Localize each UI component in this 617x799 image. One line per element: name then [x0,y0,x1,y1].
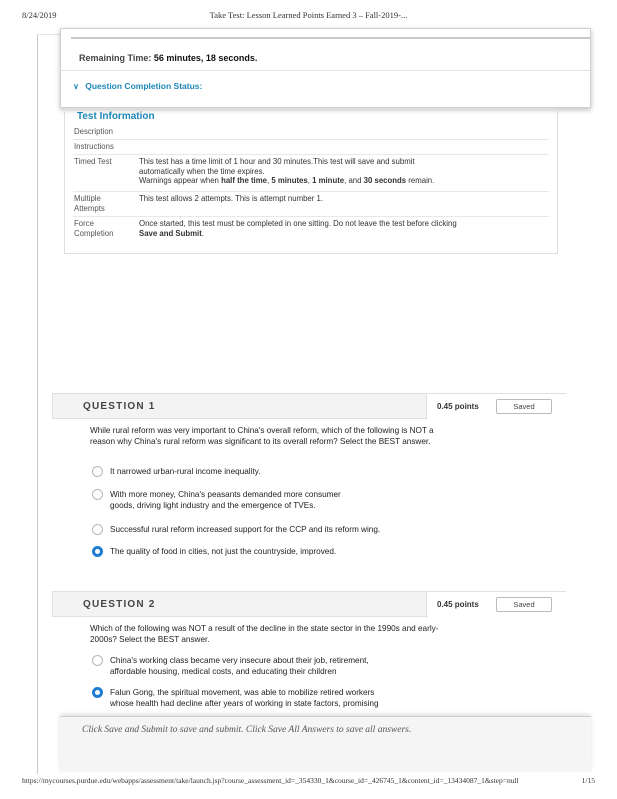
question-points: 0.45 points [437,600,479,609]
test-information-title: Test Information [77,111,155,122]
info-label [74,219,134,238]
question-title: QUESTION 1 [83,401,156,412]
radio-button-selected[interactable] [92,546,103,557]
print-footer [22,776,595,788]
remaining-time-label: Remaining Time: [79,53,152,63]
answer-option[interactable] [92,655,532,679]
print-title: Take Test: Lesson Learned Points Earned 3 – Fall-2019-... [209,10,408,20]
print-header [22,10,595,24]
saved-button[interactable]: Saved [496,399,552,414]
submit-instructions: Click Save and Submit to save and submit. Click Save All Answers to save all answers. [82,725,412,735]
warning-tail: remain. [406,176,435,185]
remaining-time-value: 56 minutes, 18 seconds. [153,53,258,63]
answer-option-line1: With more money, China's peasants demanded more consumer [110,490,341,499]
info-row-timed-test [73,155,549,192]
timer-panel [60,28,591,108]
info-label-line1: Force [74,219,94,228]
warning-sep: , [307,176,313,185]
answer-option[interactable] [92,524,532,536]
info-label [74,194,134,213]
question-header [52,591,566,617]
radio-button-selected[interactable] [92,687,103,698]
answer-option-line1: China's working class became very insecure about their job, retirement, [110,656,369,665]
radio-button[interactable] [92,489,103,500]
timed-test-line1: This test has a time limit of 1 hour and 30 minutes.This test will save and submit [139,157,415,166]
question-completion-status-label: Question Completion Status: [85,81,203,91]
answer-option[interactable] [92,489,532,513]
answer-option-line1: Falun Gong, the spiritual movement, was able to mobilize retired workers [110,688,375,697]
warning-30-seconds: 30 seconds [363,176,407,185]
info-value [139,219,547,238]
force-completion-text: Once started, this test must be completed in one sitting. Do not leave the test before clicking [139,219,457,228]
answer-option-text [110,687,440,709]
info-label-line2: Attempts [74,203,105,213]
answer-option-text: It narrowed urban-rural income inequality. [110,467,261,476]
print-date: 8/24/2019 [22,10,57,20]
info-label-line2: Completion [74,228,114,238]
radio-button[interactable] [92,466,103,477]
info-row-force-completion [73,217,549,245]
answer-option-text: Successful rural reform increased support for the CCP and its reform wing. [110,525,381,534]
submit-bar [60,716,591,772]
question-points: 0.45 points [437,402,479,411]
info-label-line1: Multiple [74,194,101,203]
warning-sep: , [266,176,272,185]
info-label: Timed Test [74,157,112,166]
print-page-number: 1/15 [581,776,595,785]
force-completion-tail: . [201,228,204,238]
question-header [52,393,566,419]
timed-test-line2: automatically when the time expires. [139,166,265,176]
info-label: Instructions [74,142,114,151]
question-points-box [426,394,567,420]
print-url: https://mycourses.purdue.edu/webapps/assessment/take/launch.jsp?course_assessment_id=_354330_1&course_id=_426745_1&content_id=_13434087_1&step=null [22,776,519,785]
chevron-down-icon: ∨ [73,82,79,91]
test-information [64,108,558,254]
info-row-instructions [73,140,549,155]
info-row-description [73,125,549,140]
question-title: QUESTION 2 [83,599,156,610]
info-value: This test allows 2 attempts. This is attempt number 1. [139,194,324,203]
answer-option[interactable] [92,466,532,478]
timed-test-warning-text: Warnings appear when [139,176,222,185]
warning-half-time: half the time [221,176,267,185]
warning-sep: , and [344,176,364,185]
answer-option-line2: whose health had decline after years of working in state factors, promising [110,699,379,708]
answer-option-text [110,489,440,511]
info-label: Description [74,127,113,136]
answer-option-line2: affordable housing, medical costs, and educating their children [110,667,337,676]
warning-5-minutes: 5 minutes [271,176,308,185]
question-points-box [426,592,567,618]
question-completion-status-toggle[interactable] [73,81,202,91]
answer-option-text: The quality of food in cities, not just the countryside, improved. [110,547,337,556]
question-text: Which of the following was NOT a result of the decline in the state sector in the 1990s and early-2000s? Select the BEST answer. [90,624,439,644]
timer-divider [71,37,590,39]
answer-option-line2: goods, driving light industry and the emergence of TVEs. [110,501,316,510]
info-value [139,157,547,186]
radio-button[interactable] [92,655,103,666]
saved-button[interactable]: Saved [496,597,552,612]
answer-option-text [110,655,440,677]
answer-option-selected[interactable] [92,687,532,711]
radio-button[interactable] [92,524,103,535]
warning-1-minute: 1 minute [312,176,345,185]
question-text: While rural reform was very important to China's overall reform, which of the following is NOT a reason why China's rural reform was significant to its overall reform? Select the BEST answer. [90,426,434,446]
force-completion-bold: Save and Submit [139,228,202,238]
remaining-time-row [61,49,590,71]
info-row-multiple-attempts [73,192,549,217]
answer-option-selected[interactable] [92,546,532,558]
